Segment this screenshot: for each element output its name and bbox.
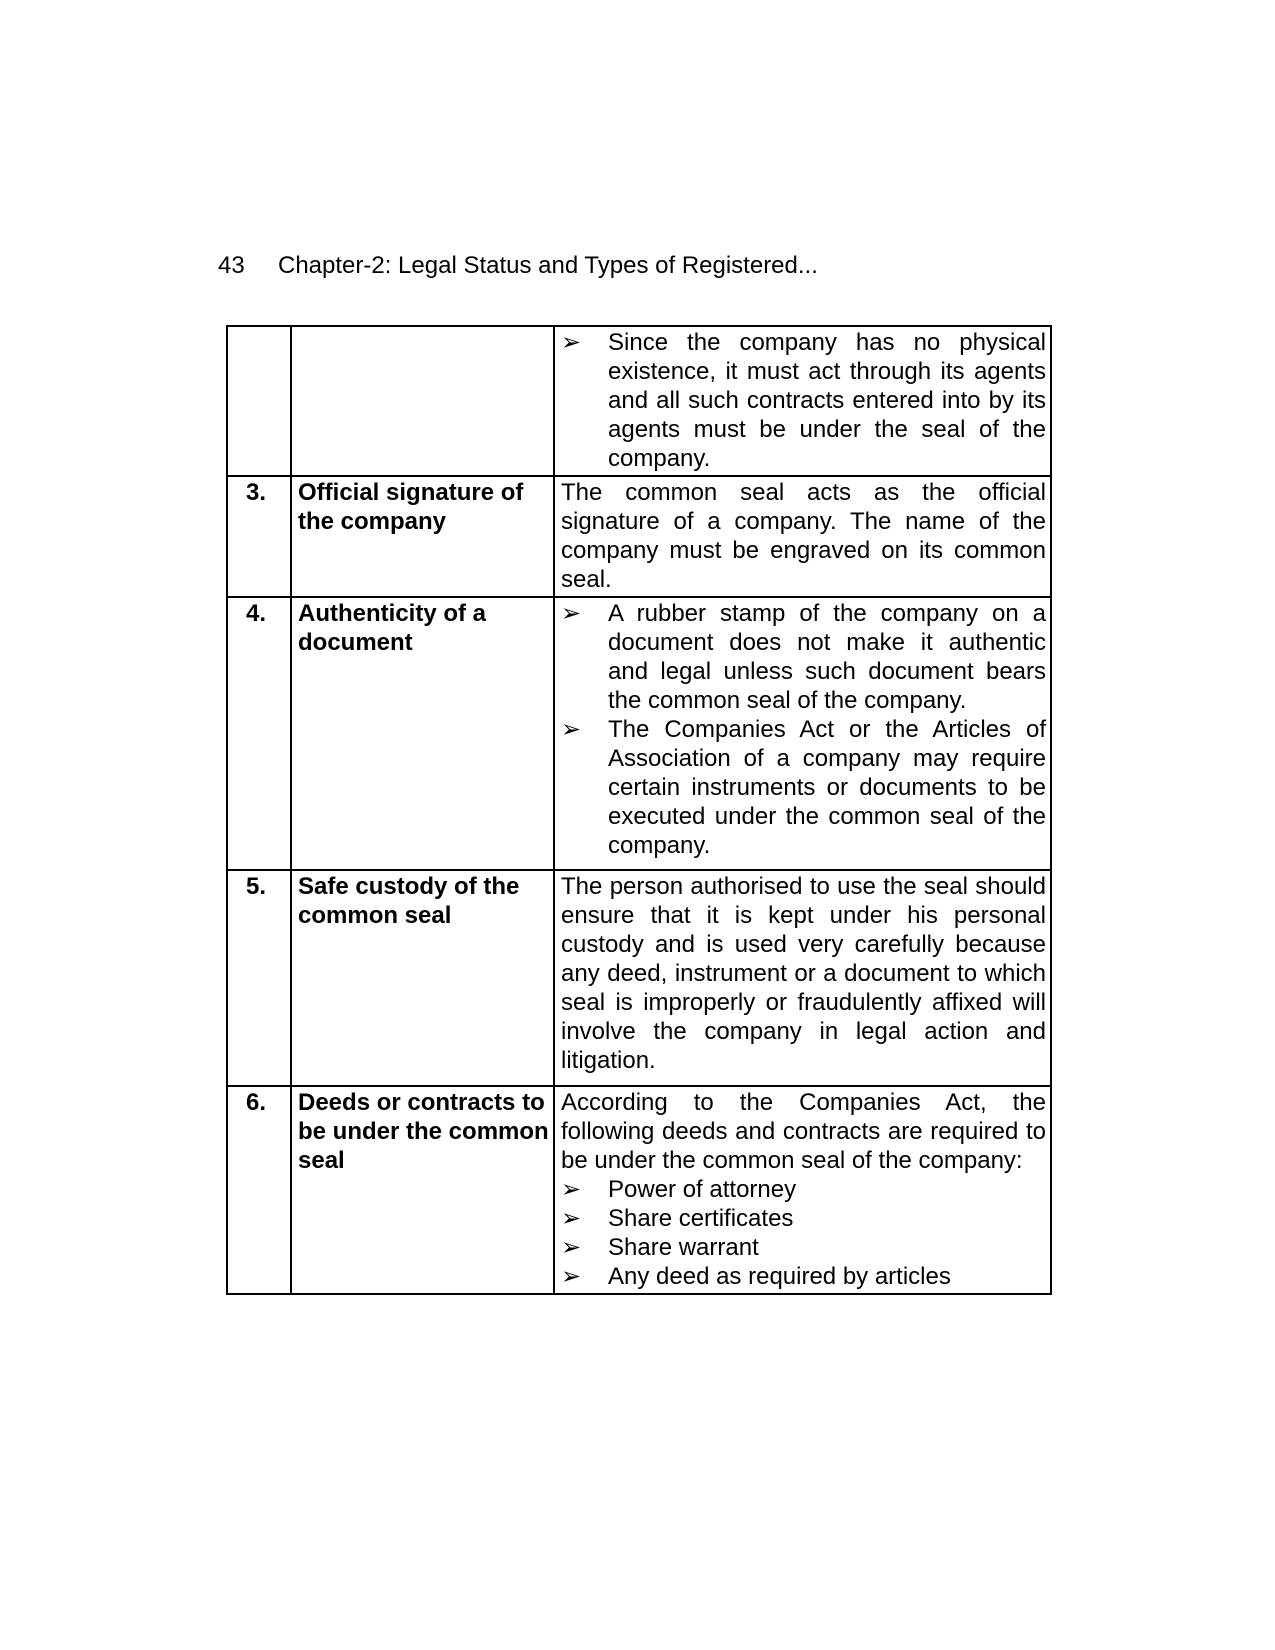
arrowhead-bullet-icon: ➢ [561, 1263, 582, 1290]
arrowhead-bullet-icon: ➢ [561, 1234, 582, 1261]
row-title [291, 326, 554, 476]
row-number: 6. [227, 1086, 291, 1294]
bullet-item [561, 1233, 1046, 1262]
table-row [227, 326, 1051, 476]
row-title: Deeds or contracts to be under the common seal [291, 1086, 554, 1294]
row-description [554, 870, 1051, 1086]
bullet-item [561, 715, 1046, 860]
bullet-item [561, 1175, 1046, 1204]
arrowhead-bullet-icon: ➢ [561, 329, 582, 356]
row-description [554, 597, 1051, 870]
arrowhead-bullet-icon: ➢ [561, 1176, 582, 1203]
row-description [554, 326, 1051, 476]
bullet-text: Power of attorney [608, 1176, 797, 1203]
row-description [554, 476, 1051, 597]
row-number: 3. [227, 476, 291, 597]
row-number [227, 326, 291, 476]
arrowhead-bullet-icon: ➢ [561, 600, 582, 627]
row-description [554, 1086, 1051, 1294]
table-row [227, 1086, 1051, 1294]
description-paragraph: The person authorised to use the seal should ensure that it is kept under his personal custody and is used very carefully because any deed, instrument or a document to which seal is improperly or fraudulently affixed will involve the company in legal action and litigation. [561, 873, 1046, 1074]
bullet-text: Since the company has no physical existence, it must act through its agents and all such contracts entered into by its agents must be under the seal of the company. [608, 329, 1046, 472]
table-row [227, 597, 1051, 870]
bullet-item [561, 1204, 1046, 1233]
bullet-item [561, 328, 1046, 473]
bullet-text: Share warrant [608, 1234, 759, 1261]
row-title: Authenticity of a document [291, 597, 554, 870]
bullet-text: Share certificates [608, 1205, 794, 1232]
chapter-title: Chapter-2: Legal Status and Types of Registered... [278, 252, 818, 279]
row-number: 5. [227, 870, 291, 1086]
row-number: 4. [227, 597, 291, 870]
arrowhead-bullet-icon: ➢ [561, 1205, 582, 1232]
description-paragraph: According to the Companies Act, the following deeds and contracts are required to be under the common seal of the company: [561, 1089, 1046, 1174]
arrowhead-bullet-icon: ➢ [561, 716, 582, 743]
row-title: Safe custody of the common seal [291, 870, 554, 1086]
page-number: 43 [218, 252, 245, 279]
table-row [227, 870, 1051, 1086]
common-seal-table [226, 325, 1052, 1295]
table-row [227, 476, 1051, 597]
bullet-text: Any deed as required by articles [608, 1263, 951, 1290]
bullet-text: A rubber stamp of the company on a document does not make it authentic and legal unless such document bears the common seal of the company. [608, 600, 1046, 714]
bullet-item [561, 1262, 1046, 1291]
page-header [218, 251, 1118, 280]
bullet-item [561, 599, 1046, 715]
row-title: Official signature of the company [291, 476, 554, 597]
bullet-text: The Companies Act or the Articles of Association of a company may require certain instruments or documents to be executed under the common seal of the company. [608, 716, 1046, 859]
description-paragraph: The common seal acts as the official signature of a company. The name of the company must be engraved on its common seal. [561, 479, 1046, 593]
